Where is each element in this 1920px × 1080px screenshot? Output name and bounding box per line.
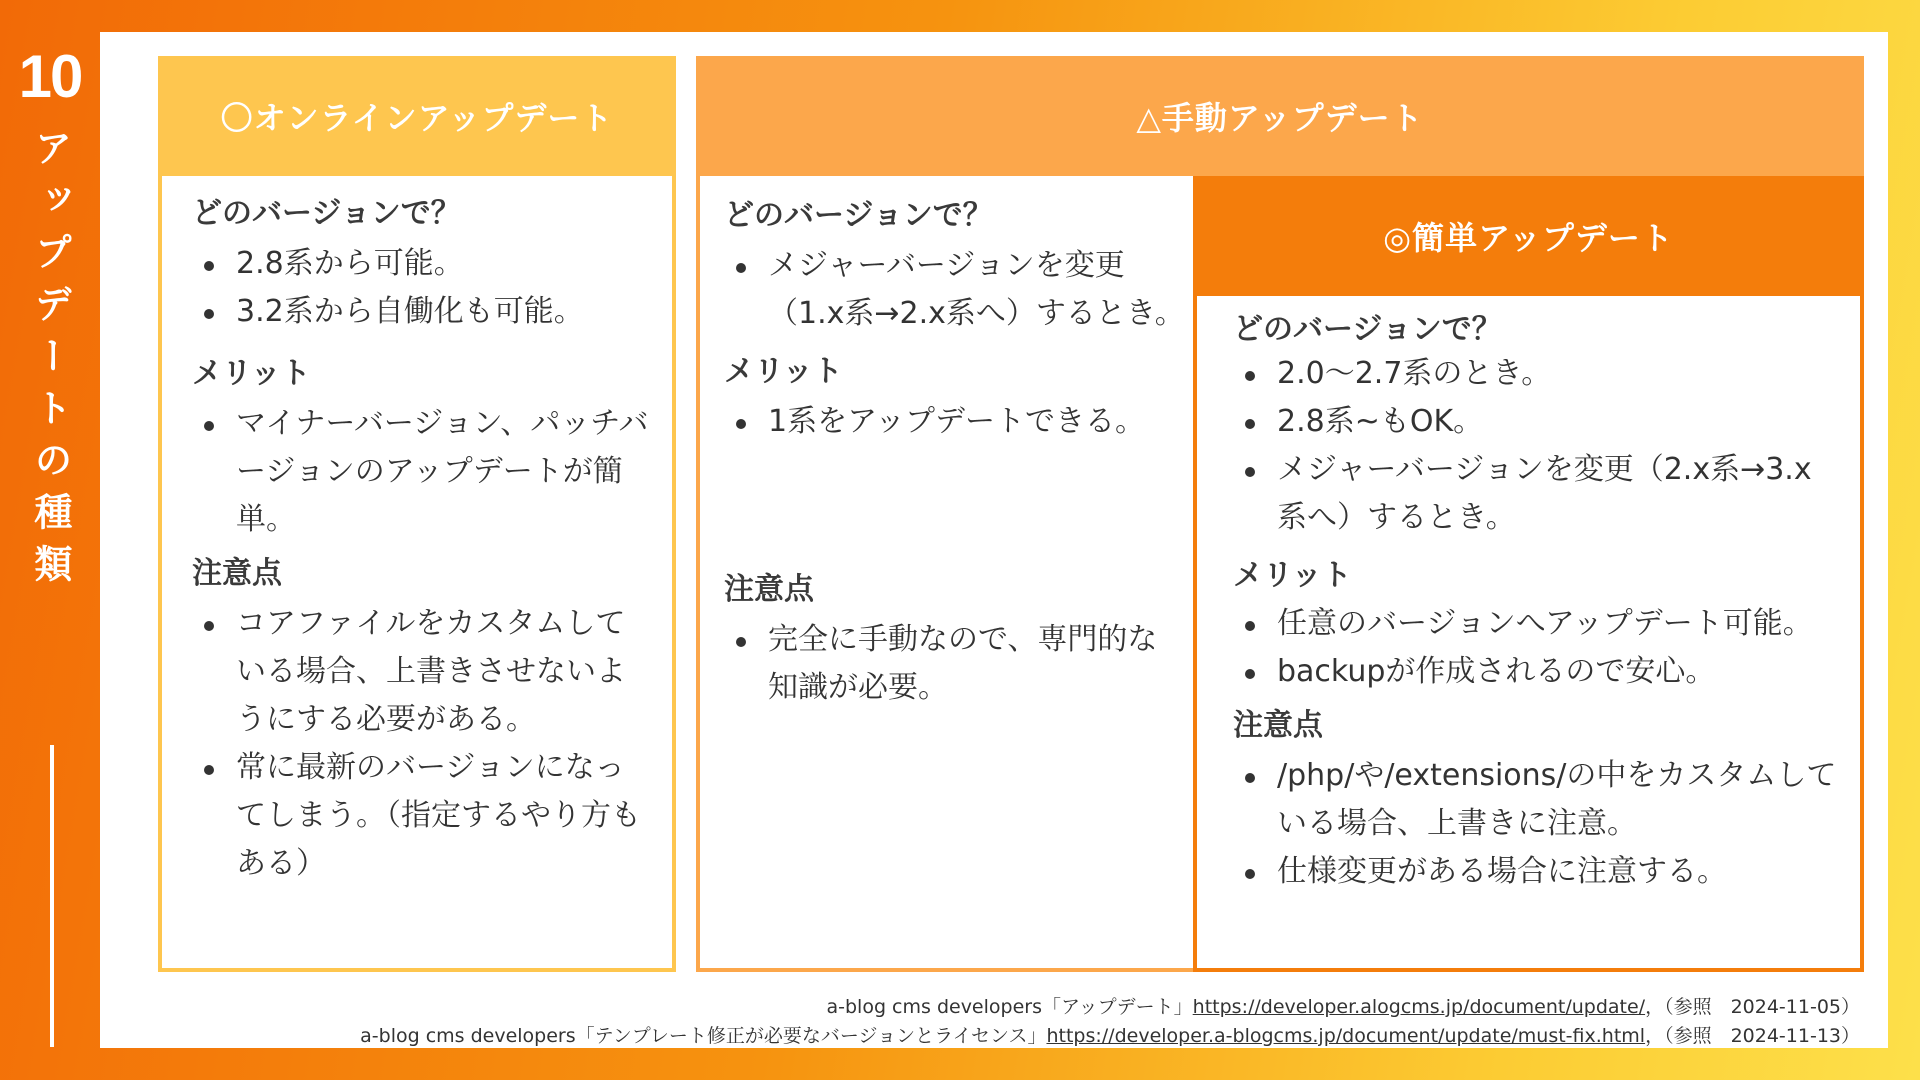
manual-caution-list bbox=[724, 616, 1164, 712]
list-item: 任意のバージョンへアップデート可能。 bbox=[1233, 600, 1840, 648]
online-merit-title: メリット bbox=[192, 356, 311, 391]
online-update-header: 〇オンラインアップデート bbox=[158, 56, 676, 176]
source-1-prefix: a-blog cms developers「アップデート」 bbox=[826, 996, 1193, 1018]
list-item: メジャーバージョンを変更（2.x系→3.x系へ）するとき。 bbox=[1233, 446, 1840, 542]
list-item: コアファイルをカスタムしている場合、上書きさせないようにする必要がある。 bbox=[192, 600, 652, 744]
slide-number: 10 bbox=[18, 43, 82, 110]
manual-version-list bbox=[724, 242, 1194, 338]
manual-update-box bbox=[696, 176, 1196, 972]
source-2-link[interactable]: https://developer.a-blogcms.jp/document/update/must-fix.html bbox=[1046, 1025, 1646, 1047]
list-item: 3.2系から自働化も可能。 bbox=[192, 288, 652, 336]
easy-update-header: ◎簡単アップデート bbox=[1193, 176, 1864, 296]
list-item: 1系をアップデートできる。 bbox=[724, 398, 1194, 446]
easy-caution-list bbox=[1233, 752, 1840, 896]
sidebar bbox=[0, 0, 100, 1080]
source-1-suffix: ，（参照 2024-11-05） bbox=[1645, 996, 1860, 1018]
list-item: メジャーバージョンを変更（1.x系→2.x系へ）するとき。 bbox=[724, 242, 1194, 338]
source-1-link[interactable]: https://developer.alogcms.jp/document/update/ bbox=[1192, 996, 1646, 1018]
source-line-1 bbox=[826, 992, 1860, 1019]
list-item: 完全に手動なので、専門的な知識が必要。 bbox=[724, 616, 1164, 712]
source-2-suffix: ，（参照 2024-11-13） bbox=[1645, 1025, 1860, 1047]
easy-update-box bbox=[1193, 296, 1864, 972]
online-update-box bbox=[158, 176, 676, 972]
online-caution-list bbox=[192, 600, 652, 888]
manual-merit-list bbox=[724, 398, 1194, 446]
manual-version-title: どのバージョンで？ bbox=[724, 198, 993, 233]
list-item: マイナーバージョン、パッチバージョンのアップデートが簡単。 bbox=[192, 400, 652, 544]
manual-caution-title: 注意点 bbox=[724, 572, 814, 607]
easy-caution-title: 注意点 bbox=[1233, 708, 1323, 743]
manual-update-header: △手動アップデート bbox=[696, 56, 1864, 176]
manual-merit-title: メリット bbox=[724, 354, 843, 389]
list-item: 仕様変更がある場合に注意する。 bbox=[1233, 848, 1840, 896]
easy-version-list bbox=[1233, 350, 1840, 542]
list-item: 常に最新のバージョンになってしまう。（指定するやり方もある） bbox=[192, 744, 652, 888]
source-line-2 bbox=[360, 1021, 1860, 1048]
online-version-list bbox=[192, 240, 652, 336]
online-caution-title: 注意点 bbox=[192, 556, 282, 591]
easy-merit-list bbox=[1233, 600, 1840, 696]
easy-version-title: どのバージョンで？ bbox=[1233, 312, 1502, 347]
source-2-prefix: a-blog cms developers「テンプレート修正が必要なバージョンとライセンス」 bbox=[360, 1025, 1047, 1047]
slide-title: アップデートの種類 bbox=[28, 128, 72, 596]
list-item: 2.8系から可能。 bbox=[192, 240, 652, 288]
sidebar-divider bbox=[50, 745, 54, 1047]
easy-merit-title: メリット bbox=[1233, 558, 1352, 593]
list-item: backupが作成されるので安心。 bbox=[1233, 648, 1840, 696]
list-item: 2.0〜2.7系のとき。 bbox=[1233, 350, 1840, 398]
list-item: /php/や/extensions/の中をカスタムしている場合、上書きに注意。 bbox=[1233, 752, 1840, 848]
online-merit-list bbox=[192, 400, 652, 544]
list-item: 2.8系~もOK。 bbox=[1233, 398, 1840, 446]
online-version-title: どのバージョンで？ bbox=[192, 196, 461, 231]
